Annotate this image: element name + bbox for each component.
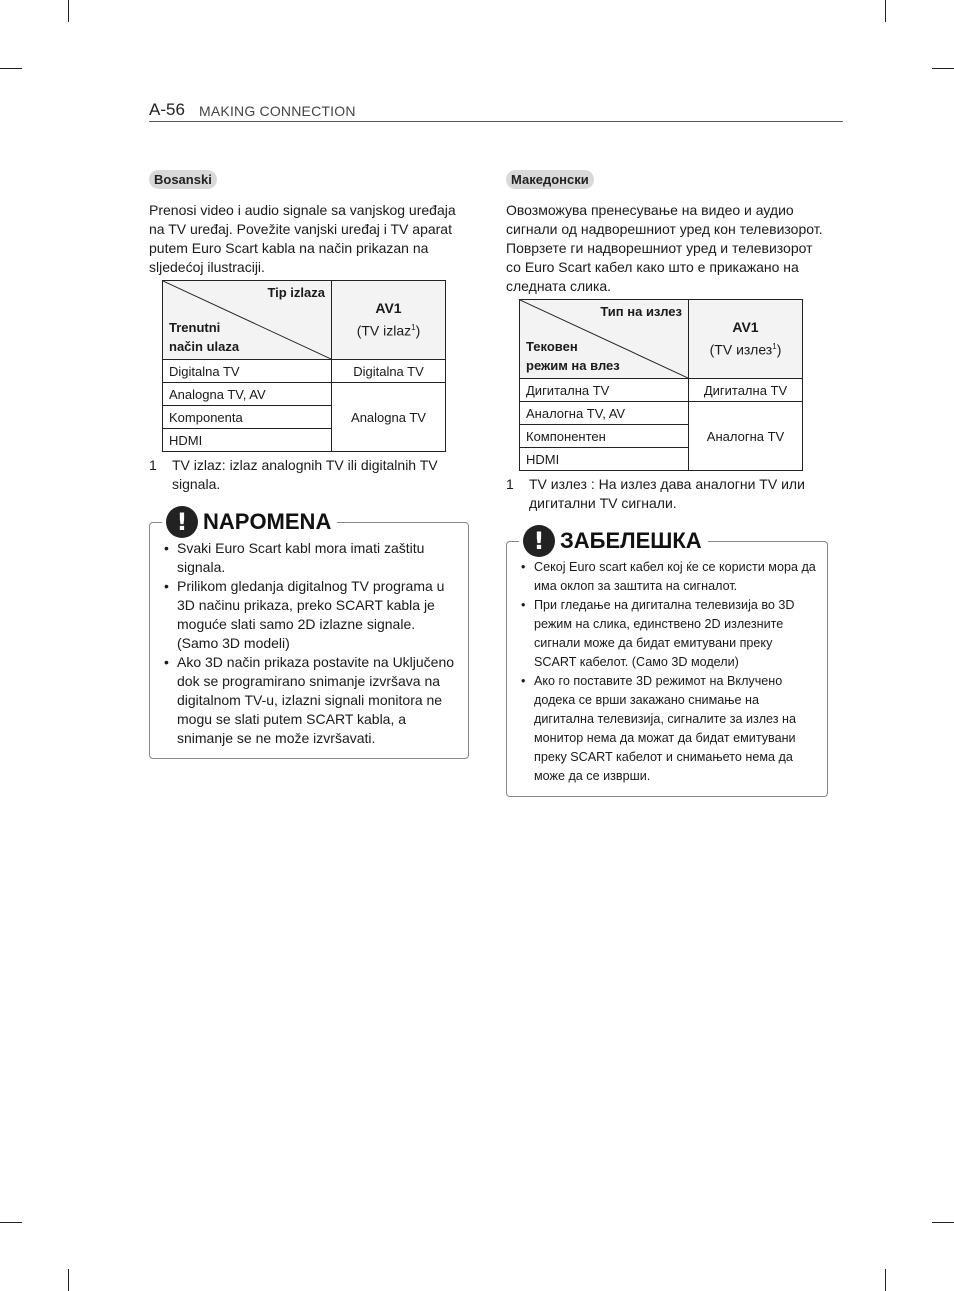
column-macedonian [506, 170, 828, 797]
output-type-label: Тип на излез [600, 304, 682, 319]
crop-mark [885, 0, 886, 22]
table-row: Digitalna TV Digitalna TV [163, 360, 446, 383]
table-row: Компонентен [520, 425, 803, 448]
note-header [519, 525, 708, 557]
intro-text: Prenosi video i audio signale sa vanjskog uređaja na TV uređaj. Povežite vanjski uređaj i TV aparat putem Euro Scart kabla na način prikazan na sljedećoj ilustraciji. [149, 202, 456, 275]
footnote: 1 TV izlaz: izlaz analognih TV ili digitalnih TV signala. [149, 457, 438, 492]
language-label: Македонски [506, 170, 594, 189]
footnote: 1 TV излез : На излез дава аналогни TV или дигитални TV сигнали. [506, 476, 805, 511]
page-number: A-56 [149, 100, 185, 119]
output-type-label: Tip izlaza [267, 285, 325, 300]
input-mode-label: Тековен режим на влез [526, 339, 620, 373]
connection-table [519, 299, 803, 471]
list-item: • Секој Euro scart кабел кој ќе се користи мора да има оклоп за заштита на сигналот. [521, 558, 817, 596]
crop-mark [0, 1222, 22, 1223]
crop-mark [932, 68, 954, 69]
table-row: HDMI [163, 429, 446, 452]
language-label: Bosanski [149, 170, 217, 189]
av1-header: AV1 (TV излез$^1$) [689, 300, 803, 379]
table-header-diagonal [163, 281, 332, 360]
note-list [164, 539, 458, 748]
crop-mark [0, 68, 22, 69]
list-item: • При гледање на дигитална телевизија во 3D режим на слика, единствено 2D излезните сигнали може да бидат емитувани преку SCART кабелот. (Само 3D модели) [521, 596, 817, 672]
connection-table [162, 280, 446, 452]
intro-text: Овозможува пренесување на видео и аудио сигнали од надворешниот уред кон телевизорот. Поврзете ги надворешниот уред и телевизорот со Euro Scart кабел како што е прикажано на следната слика. [506, 202, 823, 294]
note-title: NAPOMENA [203, 509, 332, 534]
note-box [506, 527, 828, 797]
exclamation-icon: ! [166, 506, 198, 538]
table-header-diagonal [520, 300, 689, 379]
note-list [521, 558, 817, 786]
crop-mark [68, 1269, 69, 1291]
table-row: Analogna TV, AV Analogna TV [163, 383, 446, 406]
input-mode-label: Trenutni način ulaza [169, 320, 240, 354]
list-item: • Prilikom gledanja digitalnog TV programa u 3D načinu prikaza, preko SCART kabla je moguće slati samo 2D izlazne signale. (Samo 3D modeli) [164, 577, 458, 653]
av1-header: AV1 (TV izlaz$^1$) [332, 281, 446, 360]
crop-mark [932, 1222, 954, 1223]
table-row: Komponenta [163, 406, 446, 429]
table-row: Аналогна TV, AV Аналогна TV [520, 402, 803, 425]
crop-mark [68, 0, 69, 22]
note-header [162, 506, 337, 538]
crop-mark [885, 1269, 886, 1291]
table-row: HDMI [520, 448, 803, 471]
list-item: • Svaki Euro Scart kabl mora imati zaštitu signala. [164, 539, 458, 577]
column-bosnian [149, 170, 469, 759]
list-item: • Ако го поставите 3D режимот на Вклучено додека се врши закажано снимање на дигитална телевизија, сигналите за излез на монитор нема да можат да бидат емитувани преку SCART кабелот и снимањето нема да може да се изврши. [521, 672, 817, 786]
table-row: Дигитална TV Дигитална TV [520, 379, 803, 402]
note-box [149, 508, 469, 759]
section-title: MAKING CONNECTION [199, 103, 356, 119]
note-title: ЗАБЕЛЕШКА [560, 528, 702, 553]
page-header [149, 100, 843, 122]
list-item: • Ako 3D način prikaza postavite na Uključeno dok se programirano snimanje izvršava na digitalnom TV-u, izlazni signali monitora ne mogu se slati putem SCART kabla, a snimanje se ne može izvršavati. [164, 653, 458, 748]
exclamation-icon: ! [523, 525, 555, 557]
